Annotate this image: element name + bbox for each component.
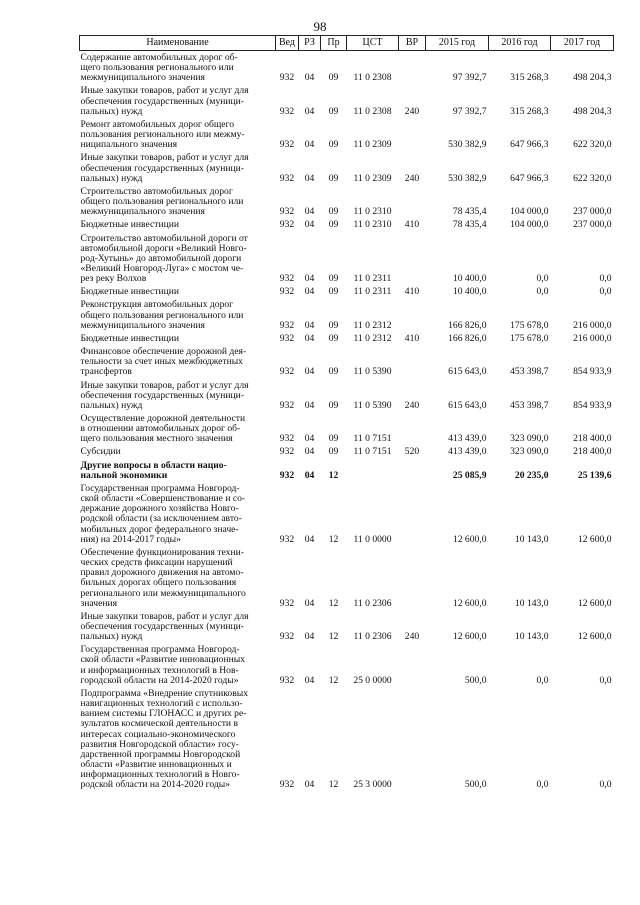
header-rz: РЗ	[299, 36, 321, 51]
row-cst: 11 0 2306	[353, 597, 392, 609]
header-2017: 2017 год	[551, 36, 614, 51]
row-2015: 25 085,9	[452, 469, 487, 481]
row-2015: 78 435,4	[452, 219, 487, 231]
row-2016: 315 268,3	[510, 105, 549, 117]
row-name: Подпрограмма «Внедрение спутниковых навигационных технологий с использо- ванием системы ГЛОНАСС и других ре- зультатов космической деятельности в интересах социально-экономического развития Новгородской области» госу- дарственной программы Новгородской области «Развитие инновационных и информационных технологий в Новго- родской области на 2014-2020 годы»	[80, 687, 248, 791]
row-2016: 10 143,0	[514, 631, 549, 643]
row-cst: 11 0 7151	[353, 433, 392, 445]
table-row	[80, 643, 614, 687]
row-rz: 04	[304, 72, 315, 84]
row-cst: 11 0 2310	[353, 219, 392, 231]
header-cst: ЦСТ	[347, 36, 399, 51]
header-ved: Вед	[276, 36, 299, 51]
row-name: Содержание автомобильных дорог об- щего пользования регионального или межмуниципального значения	[80, 52, 238, 84]
row-2016: 0,0	[536, 286, 549, 298]
row-cst: 11 0 2310	[353, 206, 392, 218]
row-name: Финансовое обеспечение дорожной дея- тельности за счет иных межбюджетных трансфертов	[80, 346, 247, 378]
row-rz: 04	[304, 674, 315, 686]
table-row	[80, 379, 614, 412]
row-pr: 09	[328, 139, 339, 151]
row-cst: 11 0 2311	[353, 286, 392, 298]
row-2016: 315 268,3	[510, 72, 549, 84]
row-rz: 04	[304, 779, 315, 791]
row-name: Другие вопросы в области нацио- нальной экономики	[80, 459, 227, 481]
row-vr: 240	[404, 399, 420, 411]
row-2017: 498 204,3	[573, 105, 612, 117]
row-2017: 854 933,9	[573, 399, 612, 411]
row-vr: 410	[404, 219, 420, 231]
row-2015: 413 439,0	[448, 433, 487, 445]
row-cst: 11 0 0000	[353, 533, 392, 545]
table-row	[80, 151, 614, 184]
row-2017: 498 204,3	[573, 72, 612, 84]
row-vr	[399, 118, 426, 151]
table-header	[80, 36, 614, 51]
row-2016: 175 678,0	[510, 332, 549, 344]
row-2017: 25 139,6	[577, 469, 612, 481]
row-ved: 932	[279, 219, 295, 231]
row-rz: 04	[304, 366, 315, 378]
row-ved: 932	[279, 674, 295, 686]
row-vr	[399, 345, 426, 378]
row-ved: 932	[279, 172, 295, 184]
row-vr	[399, 232, 426, 286]
row-name: Строительство автомобильной дороги от автомобильной дороги «Великий Новго- род-Хутынь» до автомобильной дороги «Великий Новгород-Луга» с мостом че- рез реку Волхов	[80, 232, 248, 285]
row-2016: 104 000,0	[510, 219, 549, 231]
table-row	[80, 687, 614, 792]
row-pr: 09	[328, 206, 339, 218]
row-pr: 12	[328, 674, 339, 686]
row-ved: 932	[279, 399, 295, 411]
row-cst: 25 3 0000	[353, 779, 392, 791]
row-cst: 11 0 2309	[353, 139, 392, 151]
row-rz: 04	[304, 206, 315, 218]
row-name: Строительство автомобильных дорог общего пользования регионального или межмуниципального значения	[80, 185, 244, 218]
table-row	[80, 285, 614, 298]
row-pr: 12	[328, 533, 339, 545]
row-name: Бюджетные инвестиции	[80, 332, 179, 344]
row-cst: 11 0 2306	[353, 631, 392, 643]
row-vr	[399, 51, 426, 85]
header-2016: 2016 год	[489, 36, 551, 51]
row-2015: 166 826,0	[448, 332, 487, 344]
row-ved: 932	[279, 72, 295, 84]
row-ved: 932	[279, 319, 295, 331]
row-pr: 12	[328, 597, 339, 609]
row-name: Ремонт автомобильных дорог общего пользования регионального или межму- ниципального значения	[80, 118, 245, 151]
row-2016: 0,0	[536, 674, 549, 686]
table-row	[80, 459, 614, 482]
row-2017: 622 320,0	[573, 172, 612, 184]
row-ved: 932	[279, 286, 295, 298]
row-pr: 09	[328, 332, 339, 344]
row-2017: 12 600,0	[577, 597, 612, 609]
row-pr: 09	[328, 219, 339, 231]
row-ved: 932	[279, 273, 295, 285]
table-row	[80, 84, 614, 117]
table-row	[80, 546, 614, 610]
row-pr: 09	[328, 399, 339, 411]
budget-table	[79, 35, 614, 791]
row-name: Реконструкция автомобильных дорог общего пользования регионального или межмуниципального значения	[80, 299, 244, 331]
row-2015: 500,0	[464, 779, 487, 791]
row-2016: 10 143,0	[514, 597, 549, 609]
row-cst: 11 0 5390	[353, 366, 392, 378]
row-ved: 932	[279, 206, 295, 218]
table-row	[80, 51, 614, 85]
row-rz: 04	[304, 319, 315, 331]
row-2016: 0,0	[536, 273, 549, 285]
table-row	[80, 445, 614, 458]
row-name: Иные закупки товаров, работ и услуг для обеспечения государственных (муници- пальных) нужд	[80, 610, 249, 643]
row-vr	[399, 546, 426, 610]
row-vr	[399, 687, 426, 792]
row-2015: 12 600,0	[452, 631, 487, 643]
row-vr: 410	[404, 286, 420, 298]
row-2017: 218 400,0	[573, 433, 612, 445]
row-vr: 240	[404, 631, 420, 643]
table-row	[80, 332, 614, 345]
row-2015: 10 400,0	[452, 286, 487, 298]
row-rz: 04	[304, 631, 315, 643]
row-2016: 0,0	[536, 779, 549, 791]
row-cst: 11 0 2312	[353, 332, 392, 344]
row-rz: 04	[304, 446, 315, 458]
row-2016: 453 398,7	[510, 399, 549, 411]
row-rz: 04	[304, 469, 315, 481]
row-rz: 04	[304, 219, 315, 231]
row-rz: 04	[304, 105, 315, 117]
row-pr: 09	[328, 446, 339, 458]
row-2017: 237 000,0	[573, 219, 612, 231]
row-2017: 12 600,0	[577, 631, 612, 643]
row-cst: 11 0 2312	[353, 319, 392, 331]
row-pr: 09	[328, 172, 339, 184]
row-2015: 10 400,0	[452, 273, 487, 285]
row-rz: 04	[304, 597, 315, 609]
table-row	[80, 345, 614, 378]
row-rz: 04	[304, 139, 315, 151]
row-vr	[399, 482, 426, 546]
row-vr: 520	[404, 446, 420, 458]
row-vr	[399, 412, 426, 445]
row-2015: 413 439,0	[448, 446, 487, 458]
row-rz: 04	[304, 273, 315, 285]
row-vr	[399, 459, 426, 482]
row-ved: 932	[279, 366, 295, 378]
row-vr: 410	[404, 332, 420, 344]
row-ved: 932	[279, 105, 295, 117]
table-row	[80, 118, 614, 151]
row-rz: 04	[304, 332, 315, 344]
row-pr: 12	[328, 779, 339, 791]
row-2015: 530 382,9	[448, 139, 487, 151]
row-2015: 615 643,0	[448, 399, 487, 411]
row-name: Иные закупки товаров, работ и услуг для обеспечения государственных (муници- пальных) нужд	[80, 379, 249, 411]
row-cst: 11 0 2308	[353, 105, 392, 117]
row-name: Осуществление дорожной деятельности в отношении автомобильных дорог об- щего пользования местного значения	[80, 413, 246, 445]
row-pr: 09	[328, 105, 339, 117]
row-rz: 04	[304, 286, 315, 298]
row-cst: 25 0 0000	[353, 674, 392, 686]
row-2016: 647 966,3	[510, 172, 549, 184]
table-row	[80, 610, 614, 643]
row-ved: 932	[279, 469, 295, 481]
row-vr: 240	[404, 105, 420, 117]
table-row	[80, 232, 614, 286]
row-2015: 78 435,4	[452, 206, 487, 218]
row-2016: 647 966,3	[510, 139, 549, 151]
row-cst: 11 0 2311	[353, 273, 392, 285]
row-name: Государственная программа Новгород- ской области «Совершенствование и со- держание дорожного хозяйства Новго- родской области (за исключением авто- мобильных дорог федерального значе- ния) на 2014-2017 годы»	[80, 482, 246, 545]
row-2017: 12 600,0	[577, 533, 612, 545]
row-name: Субсидии	[80, 446, 121, 458]
row-2017: 216 000,0	[573, 332, 612, 344]
row-ved: 932	[279, 597, 295, 609]
row-cst: 11 0 5390	[353, 399, 392, 411]
row-2015: 166 826,0	[448, 319, 487, 331]
row-pr: 09	[328, 433, 339, 445]
row-cst: 11 0 2309	[353, 172, 392, 184]
row-pr: 09	[328, 273, 339, 285]
row-vr: 240	[404, 172, 420, 184]
row-pr: 12	[328, 631, 339, 643]
row-2017: 0,0	[599, 286, 612, 298]
row-ved: 932	[279, 779, 295, 791]
table-row	[80, 412, 614, 445]
row-2017: 0,0	[599, 273, 612, 285]
row-name: Бюджетные инвестиции	[80, 219, 179, 231]
row-pr: 09	[328, 286, 339, 298]
row-name: Иные закупки товаров, работ и услуг для обеспечения государственных (муници- пальных) нужд	[80, 152, 249, 184]
row-ved: 932	[279, 533, 295, 545]
row-2015: 12 600,0	[452, 597, 487, 609]
row-vr	[399, 643, 426, 687]
row-2017: 622 320,0	[573, 139, 612, 151]
table-row	[80, 482, 614, 546]
page-number: 98	[313, 19, 327, 34]
row-2015: 12 600,0	[452, 533, 487, 545]
row-2016: 10 143,0	[514, 533, 549, 545]
header-name: Наименование	[80, 36, 276, 51]
row-name: Бюджетные инвестиции	[80, 286, 179, 298]
row-2015: 97 392,7	[452, 72, 487, 84]
row-cst: 11 0 7151	[353, 446, 392, 458]
header-pr: Пр	[321, 36, 347, 51]
row-cst: 11 0 2308	[353, 72, 392, 84]
row-2017: 237 000,0	[573, 206, 612, 218]
row-2016: 453 398,7	[510, 366, 549, 378]
row-name: Государственная программа Новгород- ской области «Развитие инновационных и информационных технологий в Нов- городской области на 2014-2020 годы»	[80, 644, 245, 686]
row-2016: 323 090,0	[510, 446, 549, 458]
header-vr: ВР	[399, 36, 426, 51]
row-2016: 323 090,0	[510, 433, 549, 445]
row-2016: 175 678,0	[510, 319, 549, 331]
table-row	[80, 185, 614, 218]
row-pr: 09	[328, 319, 339, 331]
row-ved: 932	[279, 631, 295, 643]
row-2017: 0,0	[599, 674, 612, 686]
row-pr: 12	[328, 469, 339, 481]
row-name: Иные закупки товаров, работ и услуг для обеспечения государственных (муници- пальных) нужд	[80, 85, 249, 117]
row-2017: 0,0	[599, 779, 612, 791]
row-rz: 04	[304, 399, 315, 411]
row-2015: 530 382,9	[448, 172, 487, 184]
row-2017: 218 400,0	[573, 446, 612, 458]
row-2016: 104 000,0	[510, 206, 549, 218]
row-rz: 04	[304, 172, 315, 184]
row-ved: 932	[279, 139, 295, 151]
row-pr: 09	[328, 366, 339, 378]
row-rz: 04	[304, 433, 315, 445]
row-ved: 932	[279, 332, 295, 344]
row-2017: 854 933,9	[573, 366, 612, 378]
row-2016: 20 235,0	[514, 469, 549, 481]
table-row	[80, 298, 614, 331]
row-cst	[347, 459, 399, 482]
row-2015: 97 392,7	[452, 105, 487, 117]
header-2015: 2015 год	[426, 36, 489, 51]
row-2017: 216 000,0	[573, 319, 612, 331]
row-vr	[399, 298, 426, 331]
row-pr: 09	[328, 72, 339, 84]
row-ved: 932	[279, 446, 295, 458]
row-2015: 500,0	[464, 674, 487, 686]
row-name: Обеспечение функционирования техни- ческих средств фиксации нарушений правил дорожного движения на автомо- бильных дорогах общего пользования регионального или межмуниципального значения	[80, 546, 246, 609]
row-ved: 932	[279, 433, 295, 445]
row-vr	[399, 185, 426, 218]
row-rz: 04	[304, 533, 315, 545]
row-2015: 615 643,0	[448, 366, 487, 378]
table-row	[80, 218, 614, 231]
